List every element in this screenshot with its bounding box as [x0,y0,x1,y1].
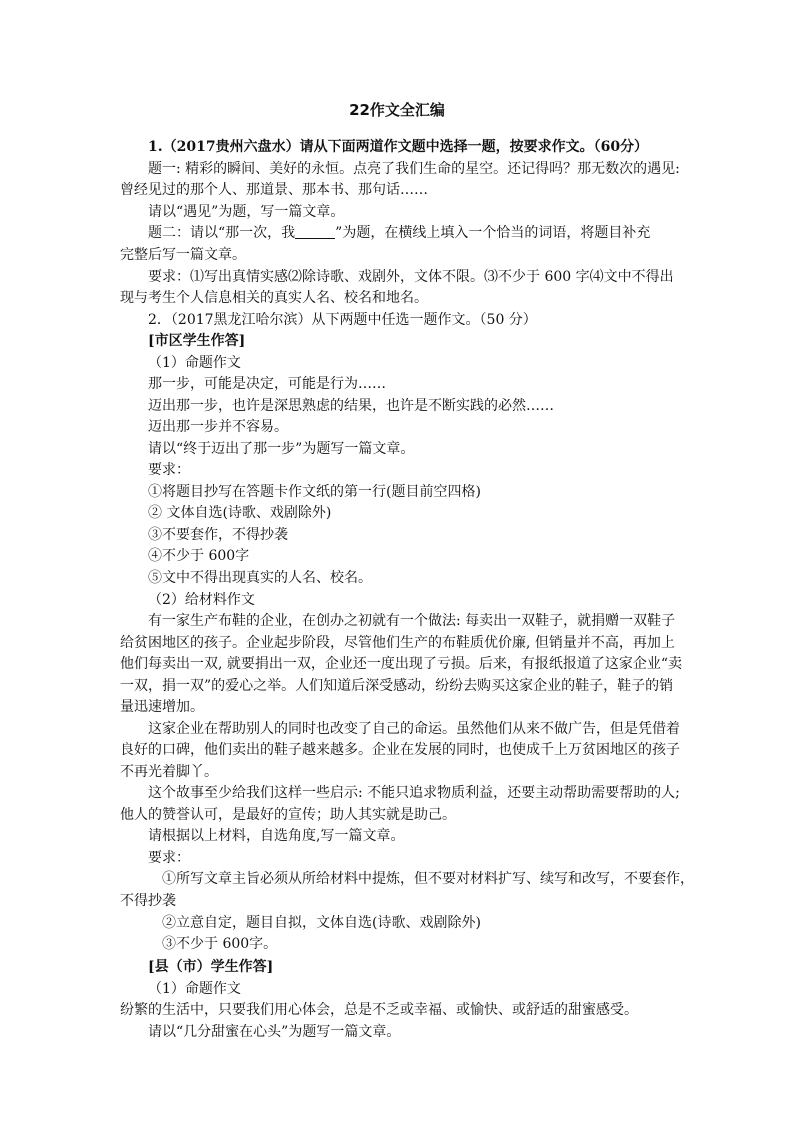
text-line: 迈出那一步，也许是深思熟虑的结果，也许是不断实践的必然…… [148,398,554,414]
text-line: 曾经见过的那个人、那道景、那本书、那句话…… [120,182,428,198]
text-line: 这个故事至少给我们这样一些启示: 不能只追求物质利益，还要主动帮助需要帮助的人; [148,785,680,801]
requirement-item: ④不少于 600字 [148,548,250,564]
text-line: 要求： [148,850,190,866]
requirement-item: ①所写文章主旨必须从所给材料中提炼，但不要对材料扩写、续写和改写，不要套作， [162,871,694,887]
page-title: 22作文全汇编 [349,101,445,119]
text-line: 不再光着脚丫。 [120,764,218,780]
text-line: 现与考生个人信息相关的真实人名、校名和地名。 [120,290,428,306]
text-line: 给贫困地区的孩子。企业起步阶段，尽管他们生产的布鞋质优价廉, 但销量并不高，再加上 [120,635,675,651]
requirement-item: ③不少于 600字。 [162,936,278,952]
text-segment: ”为题，在横线上填入一个恰当的词语，将题目补充 [335,225,651,241]
text-line: 请以“遇见”为题，写一篇文章。 [148,204,345,220]
text-line: 量迅速增加。 [120,699,204,715]
text-line: 那一步，可能是决定，可能是行为…… [148,376,386,392]
text-line: 请以“终于迈出了那一步”为题写一篇文章。 [148,441,415,457]
subsection-heading: （2）给材料作文 [148,592,255,608]
subsection-heading: （1）命题作文 [148,981,241,997]
text-line: 一双，捐一双”的爱心之举。人们知道后深受感动，纷纷去购买这家企业的鞋子，鞋子的销 [120,678,674,694]
text-line: 纷繁的生活中，只要我们用心体会，总是不乏或幸福、或愉快、或舒适的甜蜜感受。 [120,1002,638,1018]
text-line: 不得抄袭 [120,893,176,909]
subsection-heading: （1）命题作文 [148,355,241,371]
question-1-heading: 1.（2017贵州六盘水）请从下面两道作文题中选择一题，按要求作文。（60分） [148,139,649,155]
requirement-item: ②立意自定，题目自拟，文体自选(诗歌、戏剧除外) [162,915,481,931]
text-line: 他人的赞誉认可，是最好的宣传；助人其实就是助己。 [120,807,456,823]
text-line: 要求：⑴写出真情实感⑵除诗歌、戏剧外，文体不限。⑶不少于 600 字⑷文中不得出 [148,269,674,285]
requirement-item: ③不要套作，不得抄袭 [148,527,288,543]
text-line: 良好的口碑，他们卖出的鞋子越来越多。企业在发展的同时，也使成千上万贫困地区的孩子 [120,742,680,758]
section-heading: [市区学生作答] [148,333,246,349]
text-line: 完整后写一篇文章。 [120,247,246,263]
fill-in-blank [295,224,335,239]
text-line: 迈出那一步并不容易。 [148,419,288,435]
text-segment: 题二：请以“那一次，我 [148,225,296,241]
text-line: 请以“几分甜蜜在心头”为题写一篇文章。 [148,1024,401,1040]
text-line: 有一家生产布鞋的企业，在创办之初就有一个做法: 每卖出一双鞋子，就捐赠一双鞋子 [148,613,676,629]
text-line: 题一: 精彩的瞬间、美好的永恒。点亮了我们生命的星空。还记得吗？那无数次的遇见: [148,161,680,177]
text-line: 要求： [148,462,190,478]
text-line: 请根据以上材料，自选角度,写一篇文章。 [148,828,405,844]
requirement-item: ⑤文中不得出现真实的人名、校名。 [148,570,372,586]
text-line [148,223,650,243]
section-heading: [县（市）学生作答] [148,959,274,975]
question-2-heading: 2．（2017黑龙江哈尔滨）从下两题中任选一题作文。（50 分） [148,312,537,328]
requirement-item: ② 文体自选(诗歌、戏剧除外) [148,505,332,521]
text-line: 他们每卖出一双, 就要捐出一双，企业还一度出现了亏损。后来，有报纸报道了这家企业“卖 [120,656,683,672]
text-line: 这家企业在帮助别人的同时也改变了自己的命运。虽然他们从来不做广告，但是凭借着 [148,721,680,737]
requirement-item: ①将题目抄写在答题卡作文纸的第一行(题目前空四格) [148,484,481,500]
